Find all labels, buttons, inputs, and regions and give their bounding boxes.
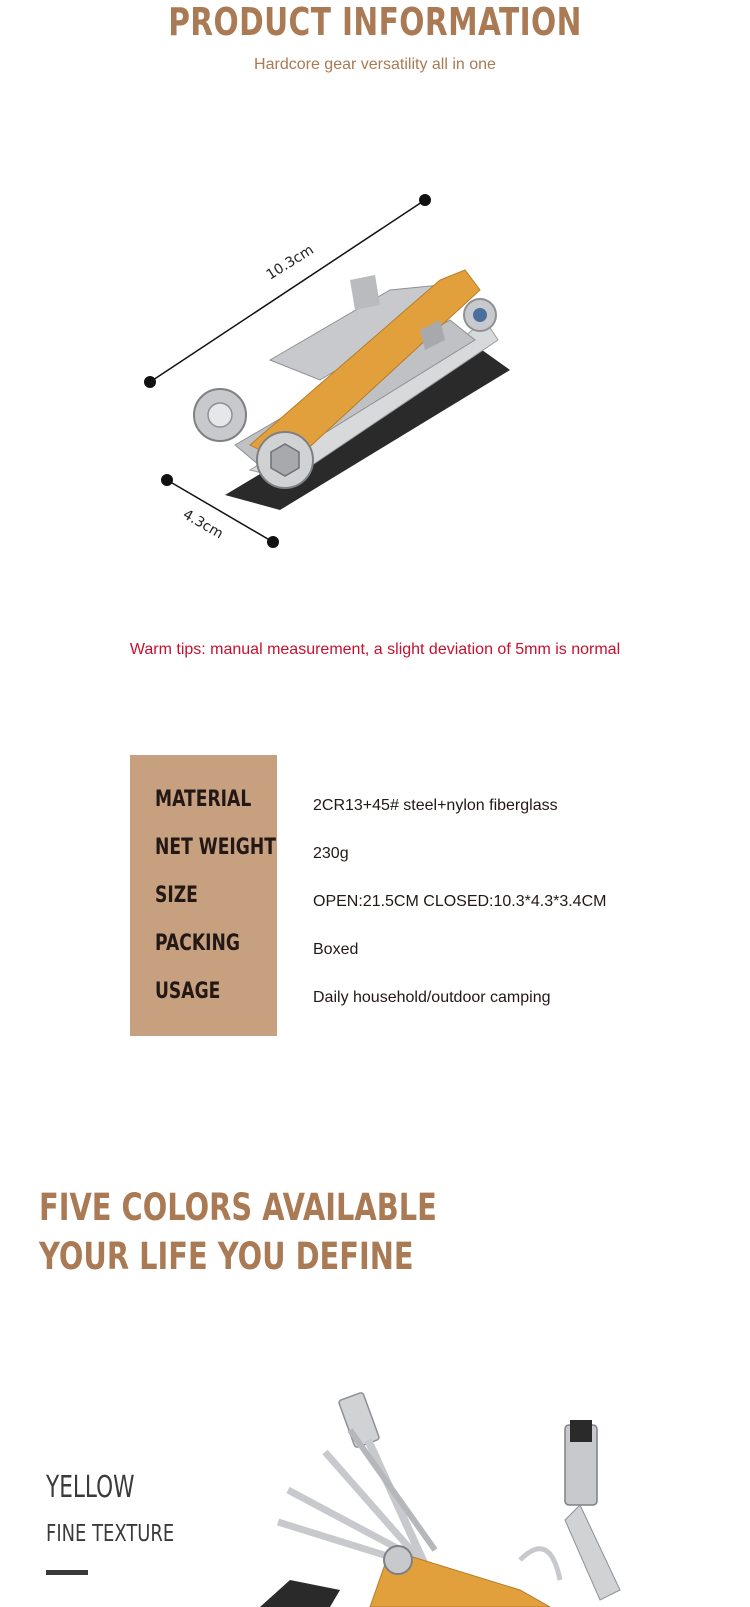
color-variant-texture: FINE TEXTURE	[46, 1521, 175, 1547]
spec-value-net-weight: 230g	[313, 845, 349, 862]
spec-label-net-weight: NET WEIGHT	[155, 835, 276, 860]
spec-label-usage: USAGE	[155, 979, 221, 1004]
length-label: 10.3cm	[263, 241, 317, 284]
spec-label-packing: PACKING	[155, 931, 241, 956]
colors-headline-2: YOUR LIFE YOU DEFINE	[39, 1235, 414, 1278]
multitool-dimension-illustration	[140, 180, 540, 560]
width-label: 4.3cm	[180, 506, 226, 543]
spec-value-packing: Boxed	[313, 941, 359, 958]
page-subtitle: Hardcore gear versatility all in one	[254, 56, 496, 73]
colors-headline-1: FIVE COLORS AVAILABLE	[39, 1186, 437, 1229]
spec-label-panel	[130, 755, 277, 1036]
color-variant-name: YELLOW	[46, 1470, 135, 1505]
spec-label-size: SIZE	[155, 883, 198, 908]
page-title: PRODUCT INFORMATION	[168, 0, 582, 44]
color-divider	[46, 1570, 88, 1575]
multitool-open-yellow-icon	[250, 1390, 750, 1607]
spec-value-material: 2CR13+45# steel+nylon fiberglass	[313, 797, 558, 814]
spec-value-usage: Daily household/outdoor camping	[313, 989, 551, 1006]
multitool-yellow-icon	[194, 270, 510, 510]
spec-label-material: MATERIAL	[155, 787, 252, 812]
spec-value-size: OPEN:21.5CM CLOSED:10.3*4.3*3.4CM	[313, 893, 607, 910]
measurement-tip: Warm tips: manual measurement, a slight deviation of 5mm is normal	[129, 641, 621, 658]
